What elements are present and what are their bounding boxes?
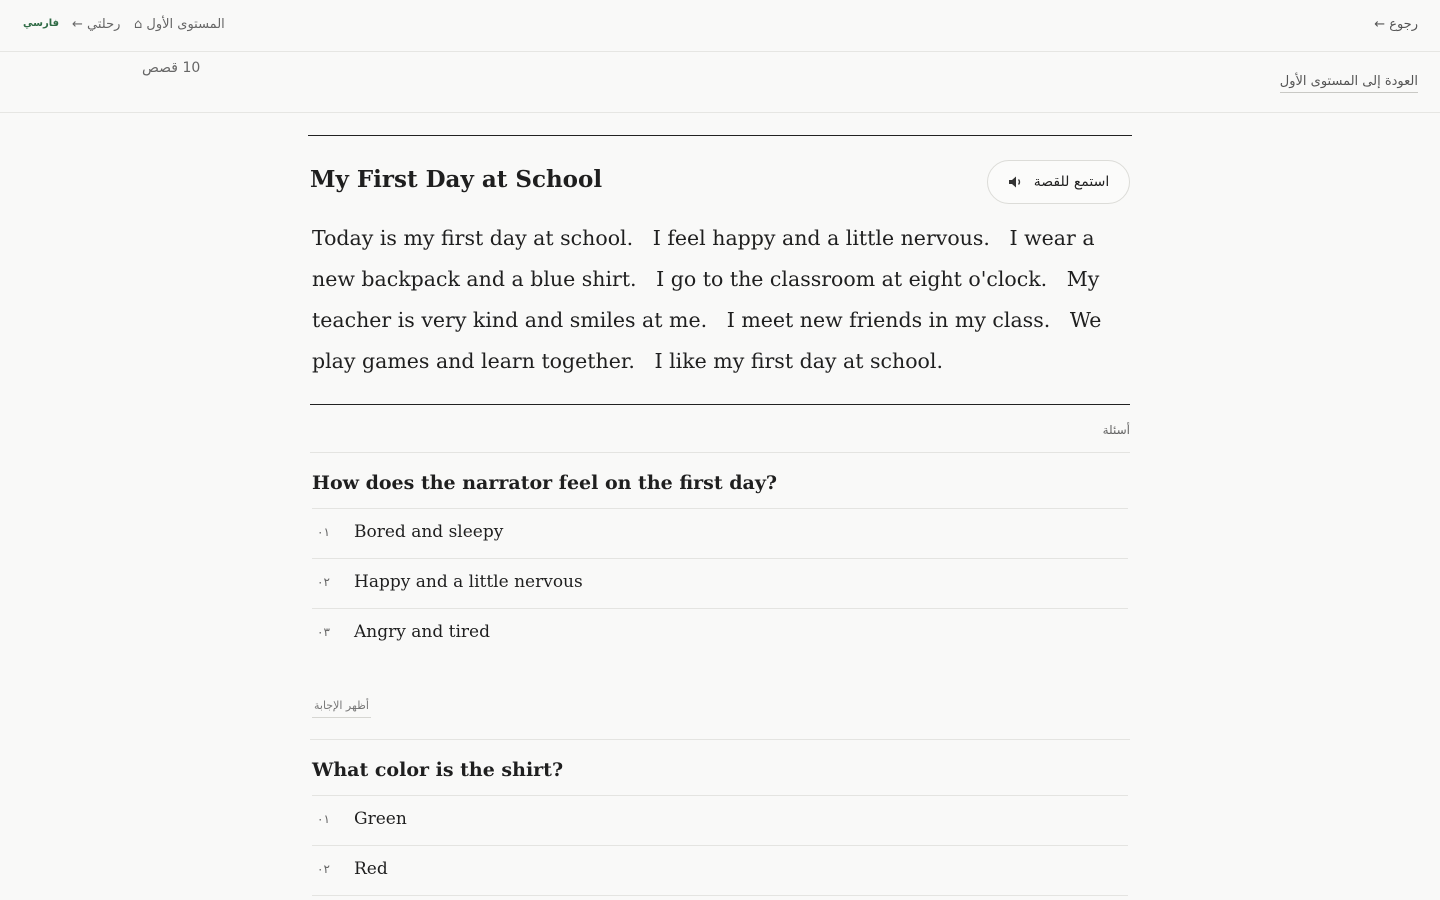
- story-sentence[interactable]: I wear a new backpack and a blue shirt.: [312, 226, 1095, 291]
- question-1-text: How does the narrator feel on the first day?: [312, 472, 778, 494]
- listen-story-button[interactable]: [987, 160, 1130, 204]
- listen-story-label: استمع للقصة: [1033, 174, 1110, 190]
- story-count: 10 قصص: [142, 60, 201, 76]
- story-sentence[interactable]: I feel happy and a little nervous.: [652, 226, 990, 250]
- option-text: Green: [354, 809, 407, 829]
- option-number: ٠١: [317, 812, 330, 826]
- show-answer-button[interactable]: أظهر الإجابة: [312, 699, 371, 718]
- story-sentence[interactable]: We play games and learn together.: [312, 308, 1102, 373]
- question-1-option-1[interactable]: [312, 509, 1128, 559]
- story-sentence[interactable]: My teacher is very kind and smiles at me.: [312, 267, 1100, 332]
- story-title: My First Day at School: [310, 166, 603, 193]
- option-text: Happy and a little nervous: [354, 572, 583, 592]
- question-2-option-1[interactable]: [312, 796, 1128, 846]
- speaker-icon: [1008, 175, 1024, 189]
- back-button[interactable]: رجوع ←: [1374, 17, 1418, 32]
- breadcrumb-level-one[interactable]: المستوى الأول ⌂: [134, 17, 225, 32]
- question-1-option-2[interactable]: [312, 559, 1128, 609]
- breadcrumb-my-journey[interactable]: رحلتي ←: [72, 17, 121, 32]
- divider: [310, 452, 1130, 453]
- app-logo[interactable]: فارسي: [23, 18, 60, 29]
- story-top-divider: [308, 135, 1132, 136]
- return-to-level-link[interactable]: العودة إلى المستوى الأول: [1280, 74, 1418, 93]
- story-sentence[interactable]: Today is my first day at school.: [312, 226, 634, 250]
- option-text: Bored and sleepy: [354, 522, 504, 542]
- option-number: ٠٢: [317, 575, 330, 589]
- questions-heading: أسئلة: [1102, 423, 1130, 437]
- top-nav-bar: [0, 0, 1440, 52]
- question-2-text: What color is the shirt?: [312, 759, 564, 781]
- story-bottom-divider: [310, 404, 1130, 405]
- option-number: ٠٢: [317, 862, 330, 876]
- question-1-option-3[interactable]: [312, 609, 1128, 659]
- option-number: ٠٣: [317, 625, 330, 639]
- story-text: [312, 218, 1130, 382]
- question-2-option-2[interactable]: [312, 846, 1128, 896]
- story-sentence[interactable]: I go to the classroom at eight o'clock.: [656, 267, 1048, 291]
- option-text: Red: [354, 859, 388, 879]
- option-text: Angry and tired: [354, 622, 490, 642]
- option-number: ٠١: [317, 525, 330, 539]
- level-subheader: [0, 52, 1440, 113]
- divider: [310, 739, 1130, 740]
- story-sentence[interactable]: I meet new friends in my class.: [726, 308, 1051, 332]
- story-sentence[interactable]: I like my first day at school.: [654, 349, 943, 373]
